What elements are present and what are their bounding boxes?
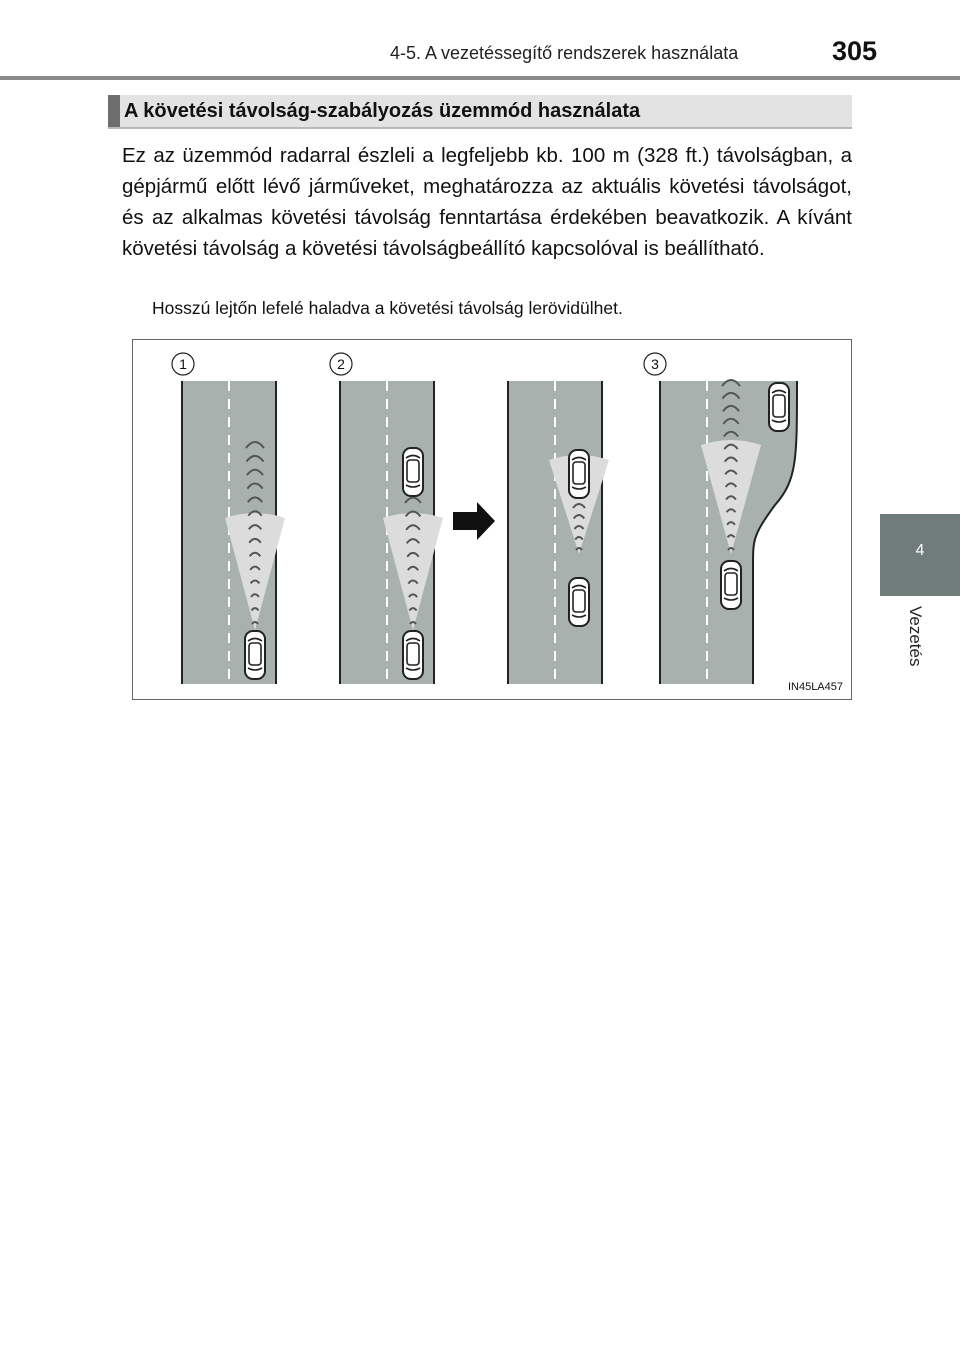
page-number: 305 [832,36,878,66]
car-icon [245,631,265,679]
marker-3 [644,353,666,375]
marker-1 [172,353,194,375]
section-header-bar [108,95,120,127]
body-paragraph: Ez az üzemmód radarral észleli a legfeljebb kb. 100 m (328 ft.) távolságban, a gépjármű előtt lévő járműveket, meghatározza az aktuális követési távolságot, és az alkalmas követési távolság fenntartása érdekében beavatkozik. A kívánt követési távolság a követési távolságbeállító kapcsolóval is beállítható. [122,144,852,260]
car-icon [769,383,789,431]
svg-text:2: 2 [337,356,345,372]
chapter-tab [880,514,960,596]
chapter-label: Vezetés [906,606,925,667]
running-header: 4-5. A vezetéssegítő rendszerek használata [390,43,739,63]
figure-code: IN45LA457 [787,681,843,693]
car-icon [403,631,423,679]
transition-arrow-icon [453,502,495,540]
marker-2 [330,353,352,375]
car-icon [721,561,741,609]
svg-text:3: 3 [651,356,659,372]
road-3 [507,381,603,684]
header-rule [0,76,960,80]
note-text: Hosszú lejtőn lefelé haladva a követési távolság lerövidülhet. [152,298,623,318]
car-icon [403,448,423,496]
diagram-canvas [133,340,853,701]
chapter-number: 4 [915,542,925,559]
section-header [108,95,852,129]
car-icon [569,450,589,498]
svg-text:1: 1 [179,356,187,372]
radar-diagram [132,339,852,700]
section-title: A követési távolság-szabályozás üzemmód használata [124,100,641,122]
car-icon [569,578,589,626]
